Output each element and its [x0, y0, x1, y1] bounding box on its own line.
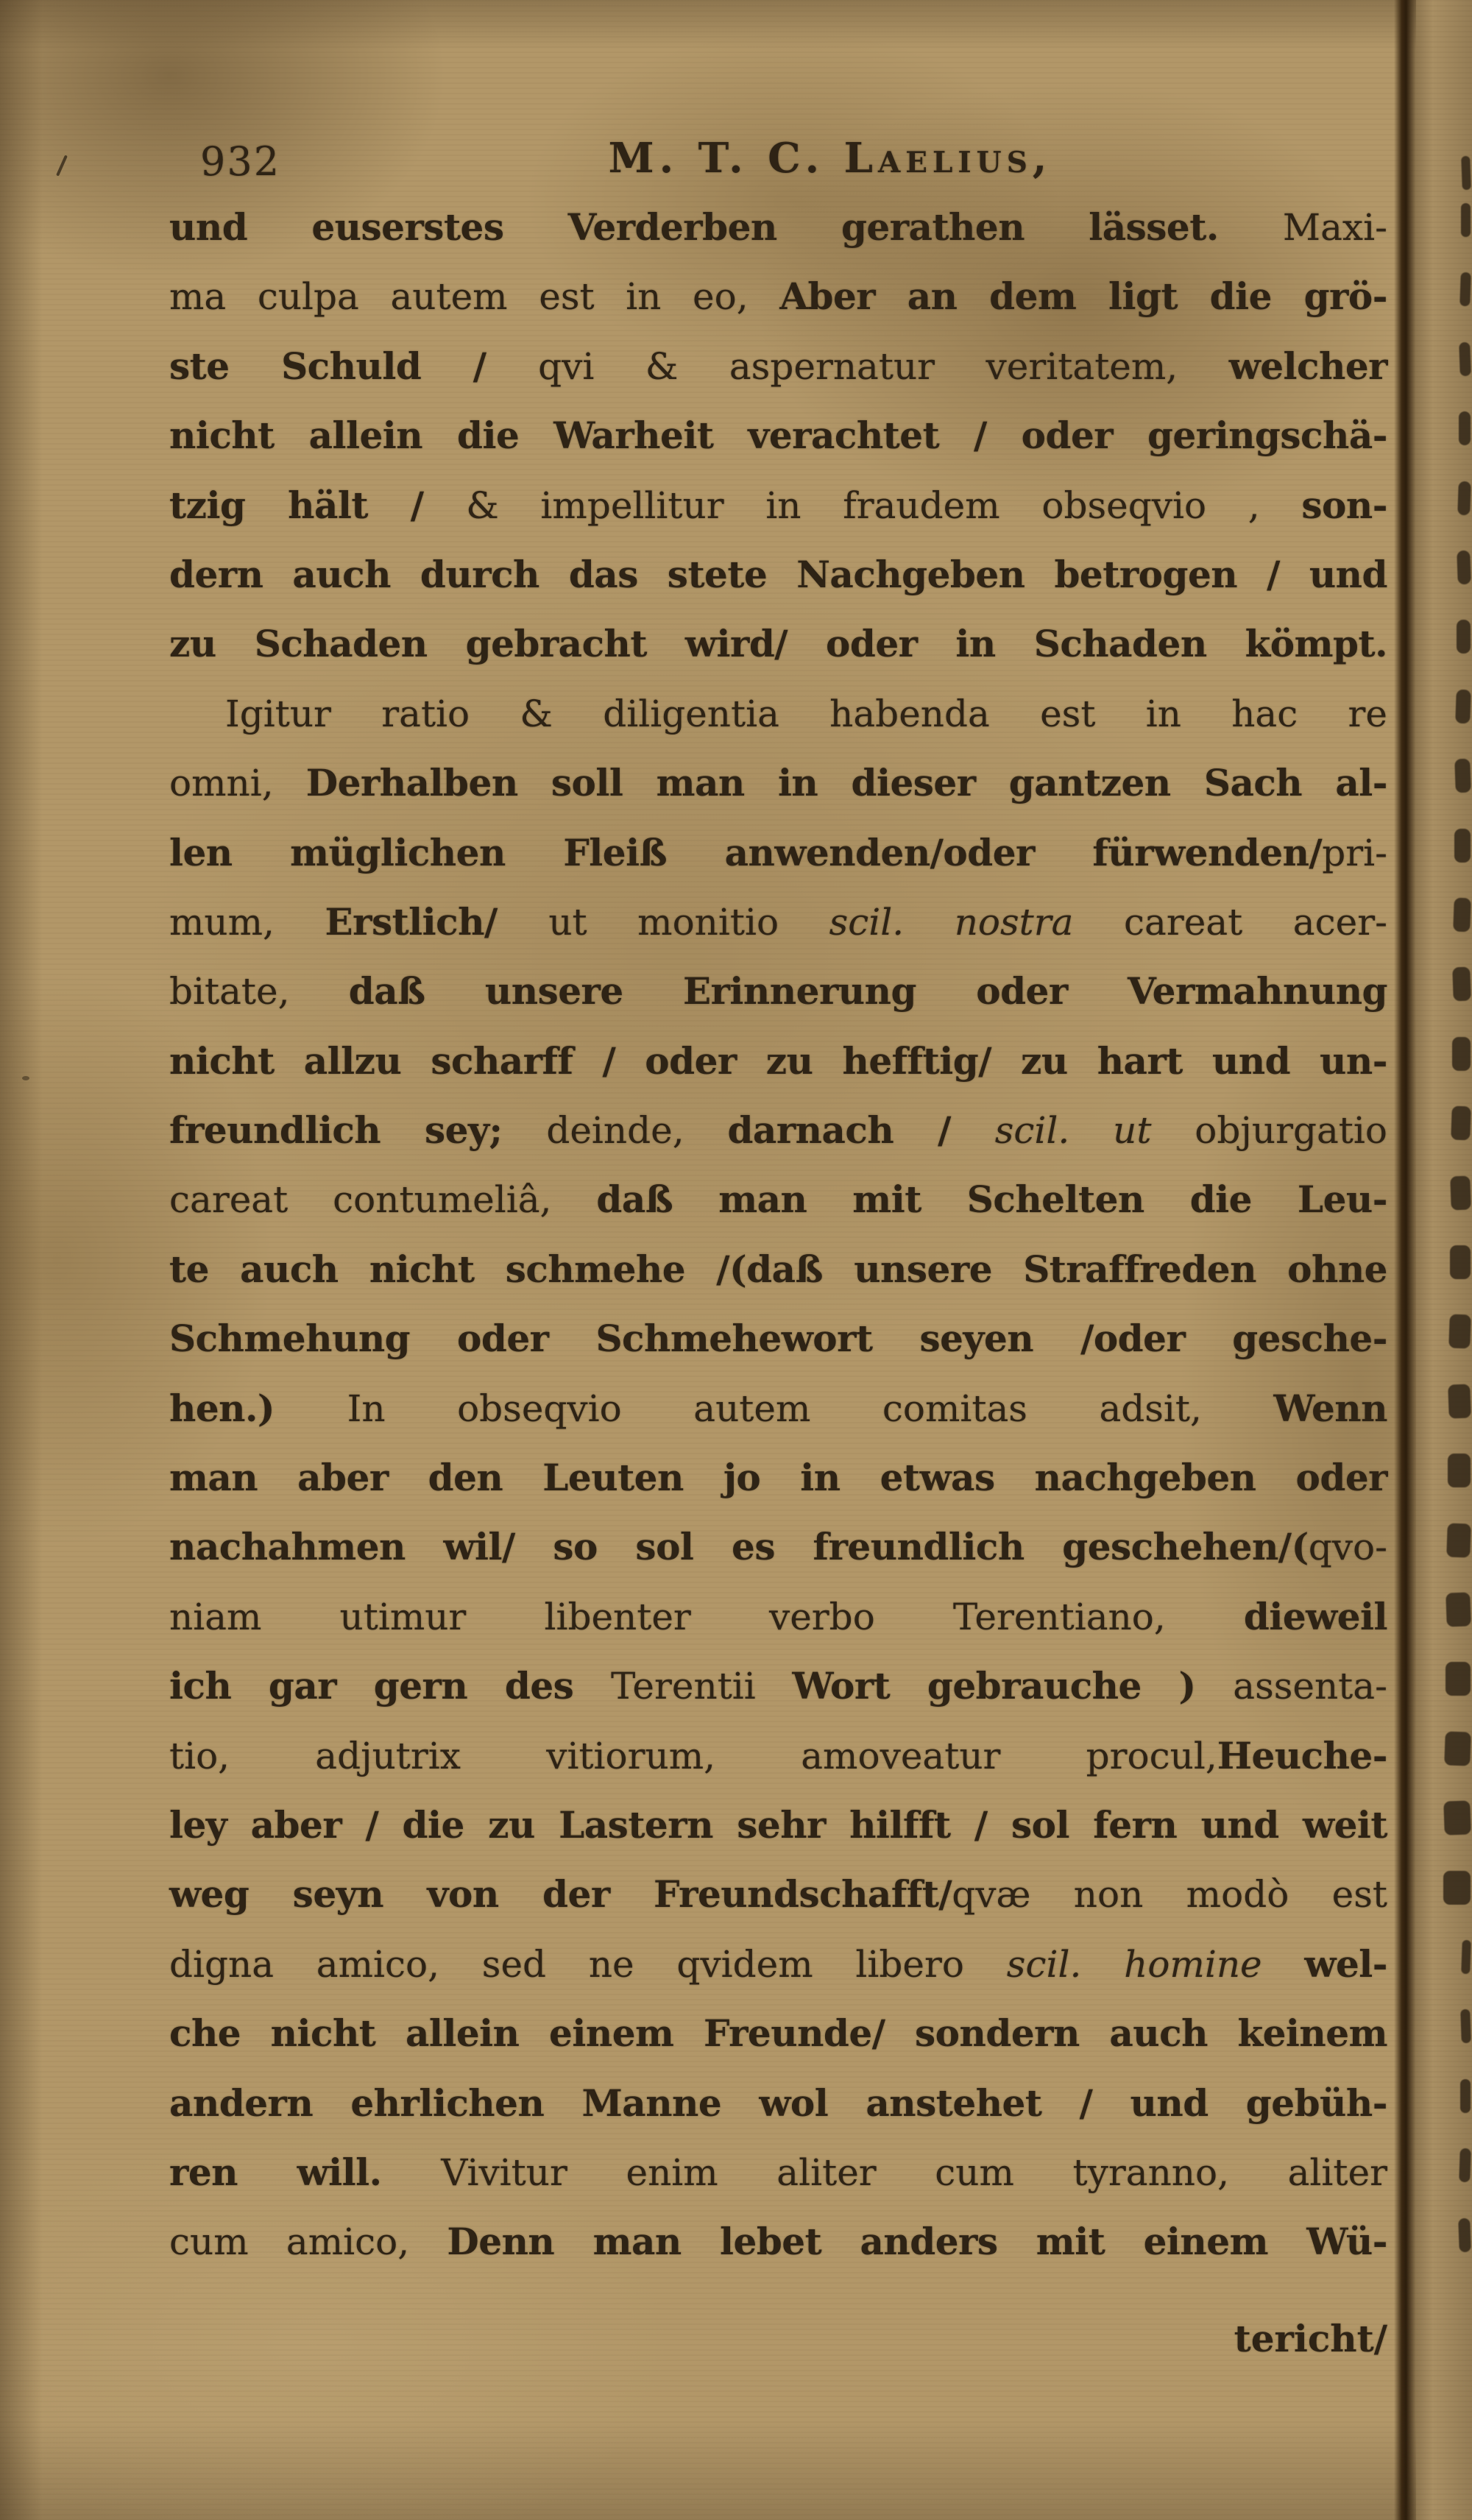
- adjacent-page-glyph-fragment: [1457, 620, 1471, 654]
- text-line: [169, 332, 1387, 401]
- text-line: [169, 262, 1387, 331]
- adjacent-page-glyph-fragment: [1452, 967, 1471, 1002]
- text-line: [169, 1999, 1387, 2068]
- text-segment-fraktur: dieweil: [1243, 1594, 1387, 1638]
- text-line: [169, 2207, 1387, 2276]
- text-line: [169, 193, 1387, 262]
- text-segment-fraktur: andern ehrlichen Manne wol anstehet / und gebüh-: [169, 2081, 1387, 2125]
- text-line: [169, 957, 1387, 1026]
- text-segment-fraktur: ley aber / die zu Lastern sehr hilfft / sol fern und weit: [169, 1802, 1387, 1847]
- text-segment-fraktur: Heuche-: [1217, 1733, 1387, 1777]
- text-segment-fraktur: nicht allein die Warheit verachtet / oder geringschä-: [169, 414, 1387, 458]
- adjacent-page-glyph-fragment: [1450, 1245, 1471, 1279]
- text-segment-fraktur: tzig hält /: [169, 483, 467, 527]
- text-segment-antiqua: niam utimur libenter verbo Terentiano,: [169, 1595, 1244, 1638]
- adjacent-page-glyph-fragment: [1453, 898, 1471, 932]
- text-line: [169, 1582, 1387, 1652]
- text-line: [169, 1512, 1387, 1582]
- text-segment-fraktur: zu Schaden gebracht wird/ oder in Schaden kömpt.: [169, 622, 1387, 666]
- text-segment-antiqua: careat acer-: [1124, 900, 1388, 944]
- adjacent-page-glyph-fragment: [1459, 2148, 1471, 2182]
- text-segment-fraktur: Denn man lebet anders mit einem Wü-: [447, 2220, 1388, 2264]
- text-segment-fraktur: nachahmen wil/ so sol es freundlich geschehen/(: [169, 1525, 1309, 1569]
- text-segment-antiqua: careat contumeliâ,: [169, 1178, 597, 1222]
- text-line: [169, 1930, 1387, 1999]
- text-segment-fraktur: ste Schuld /: [169, 344, 539, 388]
- text-line: [169, 401, 1387, 470]
- text-segment-fraktur: und euserstes Verderben gerathen lässet.: [169, 205, 1283, 249]
- adjacent-page-glyph-fragment: [1443, 1801, 1471, 1836]
- adjacent-page-glyph-fragment: [1459, 272, 1471, 306]
- text-line: [169, 1027, 1387, 1096]
- adjacent-page-glyph-fragment: [1457, 481, 1471, 515]
- text-segment-fraktur: ich gar gern des: [169, 1664, 611, 1708]
- text-segment-antiqua: qvo-: [1308, 1526, 1387, 1569]
- text-line: [169, 1235, 1387, 1304]
- text-segment-antiqua: Igitur ratio & diligentia habenda est in hac re: [225, 692, 1387, 735]
- catchword: tericht/: [1234, 2317, 1387, 2360]
- adjacent-page-glyph-fragment: [1460, 2009, 1471, 2043]
- text-segment-fraktur: Derhalben soll man in dieser gantzen Sach al-: [305, 761, 1387, 805]
- text-segment-fraktur: che nicht allein einem Freunde/ sondern auch keinem: [169, 2011, 1387, 2056]
- catchword-row: [169, 2317, 1387, 2360]
- adjacent-page-glyph-fragment: [1457, 551, 1471, 585]
- text-line: [169, 679, 1387, 748]
- adjacent-page-glyph-fragment: [1446, 1523, 1471, 1557]
- adjacent-page-glyph-fragment: [1446, 1662, 1471, 1696]
- text-segment-fraktur: man aber den Leuten jo in etwas nachgeben oder: [169, 1456, 1387, 1500]
- text-segment-fraktur: Wort gebrauche ): [792, 1664, 1234, 1708]
- text-line: [169, 609, 1387, 679]
- text-line: [169, 540, 1387, 609]
- text-line: [169, 1374, 1387, 1443]
- adjacent-page-glyph-fragment: [1461, 156, 1471, 190]
- adjacent-page-glyph-fragment: [1460, 2079, 1471, 2113]
- text-segment-antiqua: ma culpa autem est in eo,: [169, 275, 780, 319]
- text-segment-fraktur: wel-: [1304, 1942, 1388, 1986]
- text-segment-fraktur: Aber an dem ligt die grö-: [779, 275, 1387, 319]
- text-segment-antiqua: qvi & aspernatur veritatem,: [538, 344, 1229, 388]
- page-number: 932: [200, 138, 281, 185]
- page-gutter-line: [1394, 0, 1416, 2520]
- text-segment-fraktur: hen.): [169, 1386, 347, 1430]
- text-block: [169, 193, 1387, 2277]
- text-line: [169, 1652, 1387, 1721]
- text-line: [169, 1443, 1387, 1512]
- text-segment-fraktur: darnach /: [727, 1108, 995, 1153]
- text-segment-antiqua: bitate,: [169, 970, 349, 1013]
- text-segment-antiqua: ut monitio: [548, 900, 829, 944]
- text-line: [169, 1304, 1387, 1373]
- text-line: [169, 1721, 1387, 1791]
- text-segment-fraktur: len müglichen Fleiß anwenden/oder fürwenden/: [169, 830, 1323, 874]
- text-line: [169, 818, 1387, 888]
- text-segment-fraktur: Schmehung oder Schmehewort seyen /oder gesche-: [169, 1317, 1387, 1361]
- text-segment-antiqua: omni,: [169, 762, 306, 805]
- text-segment-fraktur: te auch nicht schmehe /(daß unsere Straffreden ohne: [169, 1247, 1387, 1291]
- text-line: [169, 888, 1387, 957]
- adjacent-page-glyph-fragment: [1448, 1314, 1471, 1349]
- adjacent-page-glyph-fragment: [1458, 2218, 1471, 2252]
- text-segment-antiqua: Terentii: [610, 1665, 793, 1708]
- text-line: [169, 1860, 1387, 1929]
- running-title: M. T. C. Laelius,: [608, 134, 1052, 183]
- text-segment-antiqua: deinde,: [546, 1109, 728, 1153]
- text-line: [169, 2138, 1387, 2207]
- text-segment-antiqua: digna amico, sed ne qvidem libero: [169, 1942, 1007, 1986]
- adjacent-page-glyph-fragment: [1451, 1106, 1471, 1141]
- adjacent-page-glyph-fragment: [1461, 203, 1471, 237]
- text-line: [169, 1165, 1387, 1234]
- adjacent-page-glyph-fragment: [1448, 1384, 1471, 1418]
- adjacent-page-glyph-fragment: [1459, 411, 1471, 445]
- text-segment-antiqua: assenta-: [1233, 1665, 1387, 1708]
- adjacent-page-glyph-fragment: [1454, 829, 1471, 863]
- ink-speck: [56, 155, 68, 176]
- text-segment-antiqua: mum,: [169, 900, 325, 944]
- adjacent-page-glyph-fragment: [1459, 342, 1471, 376]
- ink-speck: [22, 1076, 29, 1080]
- text-segment-fraktur: dern auch durch das stete Nachgeben betrogen / und: [169, 552, 1387, 596]
- adjacent-page-glyph-fragment: [1454, 759, 1471, 793]
- text-segment-italic: scil. ut: [994, 1109, 1195, 1153]
- adjacent-page-glyph-fragment: [1446, 1592, 1471, 1627]
- text-line: [169, 2069, 1387, 2138]
- adjacent-page-glyph-fragment: [1444, 1731, 1471, 1766]
- text-segment-antiqua: pri-: [1322, 831, 1387, 874]
- text-line: [169, 1096, 1387, 1165]
- text-segment-fraktur: nicht allzu scharff / oder zu hefftig/ zu hart und un-: [169, 1038, 1387, 1083]
- text-line: [169, 1791, 1387, 1860]
- adjacent-page-glyph-fragment: [1455, 689, 1471, 723]
- text-segment-fraktur: daß man mit Schelten die Leu-: [596, 1178, 1387, 1222]
- text-segment-antiqua: objurgatio: [1195, 1109, 1387, 1153]
- adjacent-page-glyph-fragment: [1448, 1454, 1471, 1487]
- text-segment-fraktur: weg seyn von der Freundschafft/: [169, 1872, 952, 1916]
- text-segment-antiqua: Vivitur enim aliter cum tyranno, aliter: [441, 2151, 1387, 2194]
- text-segment-fraktur: Erstlich/: [325, 899, 549, 944]
- text-segment-antiqua: qvæ non modò est: [952, 1873, 1388, 1916]
- adjacent-page-sliver: [1416, 0, 1472, 2520]
- text-line: [169, 748, 1387, 818]
- text-segment-fraktur: son-: [1301, 483, 1387, 527]
- adjacent-page-glyph-fragment: [1443, 1871, 1471, 1905]
- text-segment-fraktur: Wenn: [1273, 1386, 1387, 1430]
- text-segment-fraktur: welcher: [1228, 344, 1387, 388]
- text-segment-antiqua: In obseqvio autem comitas adsit,: [347, 1387, 1274, 1430]
- text-segment-fraktur: daß unsere Erinnerung oder Vermahnung: [348, 969, 1388, 1013]
- text-segment-antiqua: & impellitur in fraudem obseqvio ,: [466, 484, 1302, 527]
- adjacent-page-glyph-fragment: [1452, 1037, 1471, 1071]
- text-segment-fraktur: ren will.: [169, 2150, 442, 2194]
- text-segment-italic: scil. homine: [1006, 1942, 1305, 1986]
- text-segment-antiqua: cum amico,: [169, 2220, 447, 2264]
- text-segment-fraktur: freundlich sey;: [169, 1108, 547, 1153]
- adjacent-page-glyph-fragment: [1450, 1175, 1471, 1210]
- text-segment-italic: scil. nostra: [829, 900, 1125, 944]
- text-segment-antiqua: tio, adjutrix vitiorum, amoveatur procul,: [169, 1734, 1217, 1777]
- text-segment-antiqua: Maxi-: [1282, 206, 1387, 249]
- text-line: [169, 471, 1387, 540]
- adjacent-page-glyph-fragment: [1461, 1940, 1471, 1974]
